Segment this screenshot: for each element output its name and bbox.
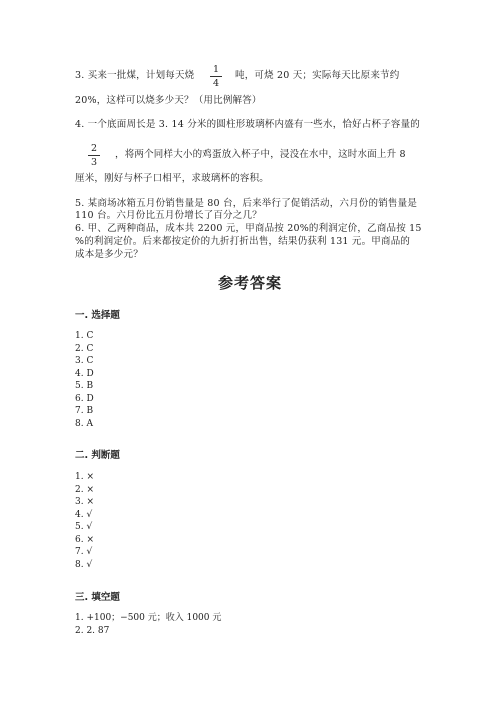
answer-item: 8. A <box>75 418 93 429</box>
answer-item: 8. √ <box>75 559 93 570</box>
q4-text-line2: ，将两个同样大小的鸡蛋放入杯子中，浸没在水中，这时水面上升 8 <box>115 149 406 160</box>
q3-fraction-denominator: 4 <box>212 78 220 89</box>
section-heading-choice: 一. 选择题 <box>75 310 120 321</box>
q3-fraction-numerator: 1 <box>212 64 220 75</box>
answer-item: 6. D <box>75 393 94 404</box>
q3-text-part2: 吨，可烧 20 天；实际每天比原来节约 <box>235 70 400 81</box>
section-heading-judgement: 二. 判断题 <box>75 450 120 461</box>
answer-item: 7. B <box>75 406 94 416</box>
answer-item: 5. √ <box>75 522 93 532</box>
q5-text-line1: 5. 某商场冰箱五月份销售量是 80 台，后来举行了促销活动，六月份的销售量是 <box>75 198 418 209</box>
q3-text-part1: 3. 买来一批煤，计划每天烧 <box>75 70 195 81</box>
answer-item: 1. +100；−500 元；收入 1000 元 <box>75 613 222 623</box>
answer-item: 4. D <box>75 368 94 379</box>
q5-text-line2: 110 台。六月份比五月份增长了百分之几？ <box>75 210 262 221</box>
answer-item: 2. C <box>75 343 94 354</box>
q4-fraction <box>88 143 100 168</box>
answer-item: 3. × <box>75 497 94 507</box>
section-judgement-answers <box>75 471 94 571</box>
section-fill-in-answers <box>75 612 221 637</box>
answer-item: 4. √ <box>75 509 93 520</box>
q3-fraction <box>210 64 222 89</box>
answer-item: 3. C <box>75 356 94 366</box>
q6-text-line1: 6. 甲、乙两种商品，成本共 2200 元，甲商品按 20%的利润定价，乙商品按 15 <box>75 223 422 234</box>
answer-item: 1. C <box>75 331 94 341</box>
answer-item: 2. 2. 87 <box>75 625 110 636</box>
q4-text-line1: 4. 一个底面周长是 3. 14 分米的圆柱形玻璃杯内盛有一些水，恰好占杯子容量的 <box>75 119 420 130</box>
q4-text-line3: 厘米，刚好与杯子口相平，求玻璃杯的容积。 <box>75 173 270 184</box>
section-choice-answers <box>75 330 94 430</box>
q6-text-line3: 成本是多少元？ <box>75 249 143 260</box>
answer-item: 1. × <box>75 472 94 482</box>
answer-item: 7. √ <box>75 547 93 557</box>
q6-text-line2: %的利润定价。后来都按定价的九折打折出售，结果仍获利 131 元。甲商品的 <box>75 236 411 247</box>
answer-item: 2. × <box>75 484 94 495</box>
answer-item: 5. B <box>75 381 94 391</box>
q4-fraction-denominator: 3 <box>90 157 98 168</box>
answer-key-title: 参考答案 <box>217 274 282 292</box>
q3-text-line2: 20%，这样可以烧多少天？（用比例解答） <box>75 95 262 106</box>
q4-fraction-numerator: 2 <box>90 143 98 154</box>
answer-item: 6. × <box>75 534 94 545</box>
section-heading-fill-in: 三. 填空题 <box>75 592 120 603</box>
